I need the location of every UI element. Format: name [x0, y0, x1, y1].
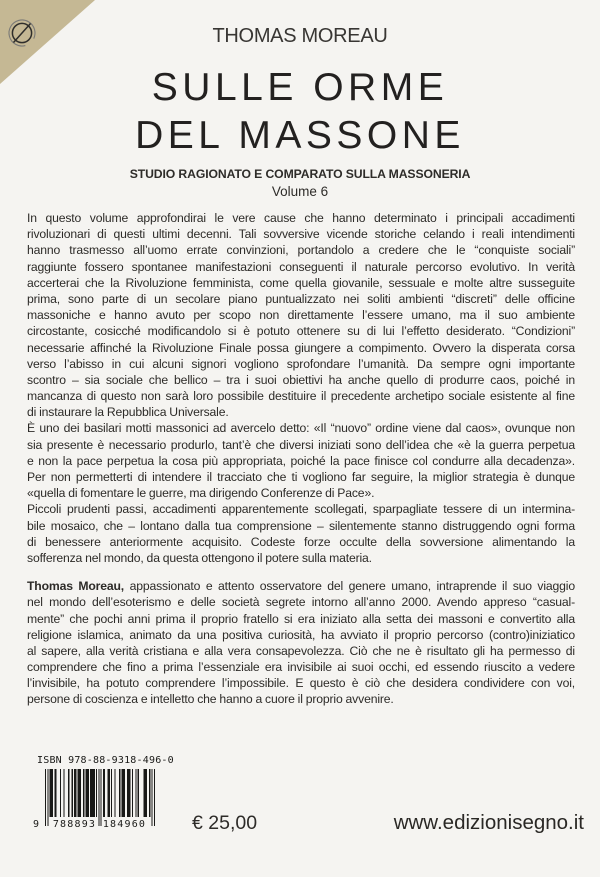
ean-lead-digit: 9: [33, 819, 40, 830]
ean-left-group: 788893: [52, 819, 97, 830]
text-line: persone di coscienza e intelletto che hanno a cuore il proprio avvenire.: [27, 692, 394, 707]
synopsis-paragraph-3: [27, 501, 575, 566]
author-name: THOMAS MOREAU: [212, 25, 388, 47]
title-line-1: SULLE ORME: [151, 66, 449, 109]
synopsis-paragraph-1: [27, 210, 575, 420]
ean-right-group: 184960: [102, 819, 147, 830]
ean-barcode: [33, 769, 155, 830]
text-line: Piccoli prudenti passi, accadimenti apparentemente scollegati, sparpagliate tessere di un intermina-: [27, 502, 575, 517]
synopsis-text: [27, 210, 575, 566]
text-line: sia presente è necessario produrlo, tant’è che diversi iniziati sono dell’idea che «è la guerra perpetua: [27, 437, 575, 452]
text-line: e non la pace perpetua la cosa più appropriata, poiché la pace finisce col condurre alla decadenza».: [27, 453, 575, 468]
publisher-website: www.edizionisegno.it: [393, 811, 584, 834]
bio-lines: [27, 594, 575, 707]
text-line: nel mondo dell’esoterismo e delle società segrete intorno all’anno 2000. Avendo appreso “casual-: [27, 595, 575, 610]
text-line: sofferenza nel mondo, da questa ottengono il potere sulla materia.: [27, 550, 372, 565]
text-line: mente” che pochi anni prima il proprio fratello si era iniziato alla setta dei massoni e convertito alla: [27, 611, 575, 626]
text-line: hanno trasmesso all’uomo errate convinzioni, portandolo a credere che le “conquiste sociali”: [27, 243, 575, 258]
text-line: È uno dei basilari motti massonici ad avercelo detto: «Il “nuovo” ordine viene dal caos», ovunque non: [27, 421, 575, 436]
text-line: religione islamica, animato da una positiva curiosità, ha avviato il proprio percorso (contro)iniziatico: [27, 627, 575, 642]
book-subtitle: STUDIO RAGIONATO E COMPARATO SULLA MASSONERIA: [129, 167, 471, 181]
text-line: di instaurare la Repubblica Universale.: [27, 405, 229, 420]
synopsis-paragraph-2: [27, 420, 575, 501]
text-line: massoniche e hanno avuto per scopo non direttamente l’essere umano, ma il suo ambiente: [27, 308, 575, 323]
author-bio: [27, 578, 575, 708]
publisher-circle-slash-logo-icon: [2, 13, 42, 53]
title-line-2: DEL MASSONE: [135, 114, 465, 157]
text-line: In questo volume approfondirai le vere cause che hanno determinato i principali accadimenti: [27, 211, 575, 225]
volume-label: Volume 6: [271, 184, 329, 199]
text-line: l’invisibile, ha potuto comprendere l’impossibile. E questo è ciò che desidera condividere con voi,: [27, 676, 575, 691]
text-line: prima, sono parte di un secolare piano puntualizzato nei soliti ambienti “discreti” delle officine: [27, 291, 575, 306]
text-line: scontro – sia sociale che bellico – tra i suoi obiettivi ha anche quello di produrre caos, poiché in: [27, 372, 575, 387]
text-line: comprendere che fino a prima l’essenziale era invisibile ai suoi occhi, ed essendo riuscito a vedere: [27, 660, 575, 675]
text-line: circostante, cosicché modificandolo si è potuto ottenere su di lui l’effetto desiderato. “Condizioni”: [27, 324, 575, 339]
text-line: mancanza di questo non sarà loro possibile destituire il precedente archetipo sociale esistente al fine: [27, 389, 575, 404]
barcode-bars: [45, 769, 155, 826]
text-line: Per non permetterti di intendere il tracciato che ti vogliono far seguire, la miglior strategia è dunque: [27, 470, 575, 484]
text-line: rivoluzionari di questi ultimi decenni. Tali sovversive vicende storiche celando i reali intendimenti: [27, 227, 575, 242]
text-line: accerterai che la Rivoluzione femminista, come quella giovanile, sessuale e molte altre susseguite: [27, 275, 575, 290]
text-line: bile mosaico, che – lontano dalla tua comprensione – silentemente stanno distruggendo ogni forma: [27, 518, 575, 533]
bio-author-name: Thomas Moreau,: [27, 579, 125, 594]
text-line: «quella di fomentare le guerre, ma dirigendo Conferenze di Pace».: [27, 486, 375, 501]
price: € 25,00: [192, 812, 258, 834]
text-line: necessarie affinché la Rivoluzione Finale possa giungere a compimento. Ovvero la disperata corsa: [27, 340, 575, 355]
text-line: raggiunte fossero spontanee manifestazioni conseguenti il naturale percorso evolutivo. In verità: [27, 259, 575, 274]
isbn-number: ISBN 978-88-9318-496-0: [37, 755, 174, 766]
bio-first-line: [27, 578, 575, 594]
text-line: di benessere anteriormente acquisito. Codeste forze occulte della sovversione alimentando la: [27, 534, 575, 549]
text-line: al sapere, alla verità cristiana e alla vera consapevolezza. Ciò che ne è risultato gli ha permesso di: [27, 643, 575, 658]
text-line: verso l’abisso in cui alcuni signori vogliono sprofondare l’umanità. Da sempre ogni importante: [27, 356, 575, 371]
bio-first-line-rest: appassionato e attento osservatore del genere umano, intraprende il suo viaggio: [124, 579, 575, 594]
